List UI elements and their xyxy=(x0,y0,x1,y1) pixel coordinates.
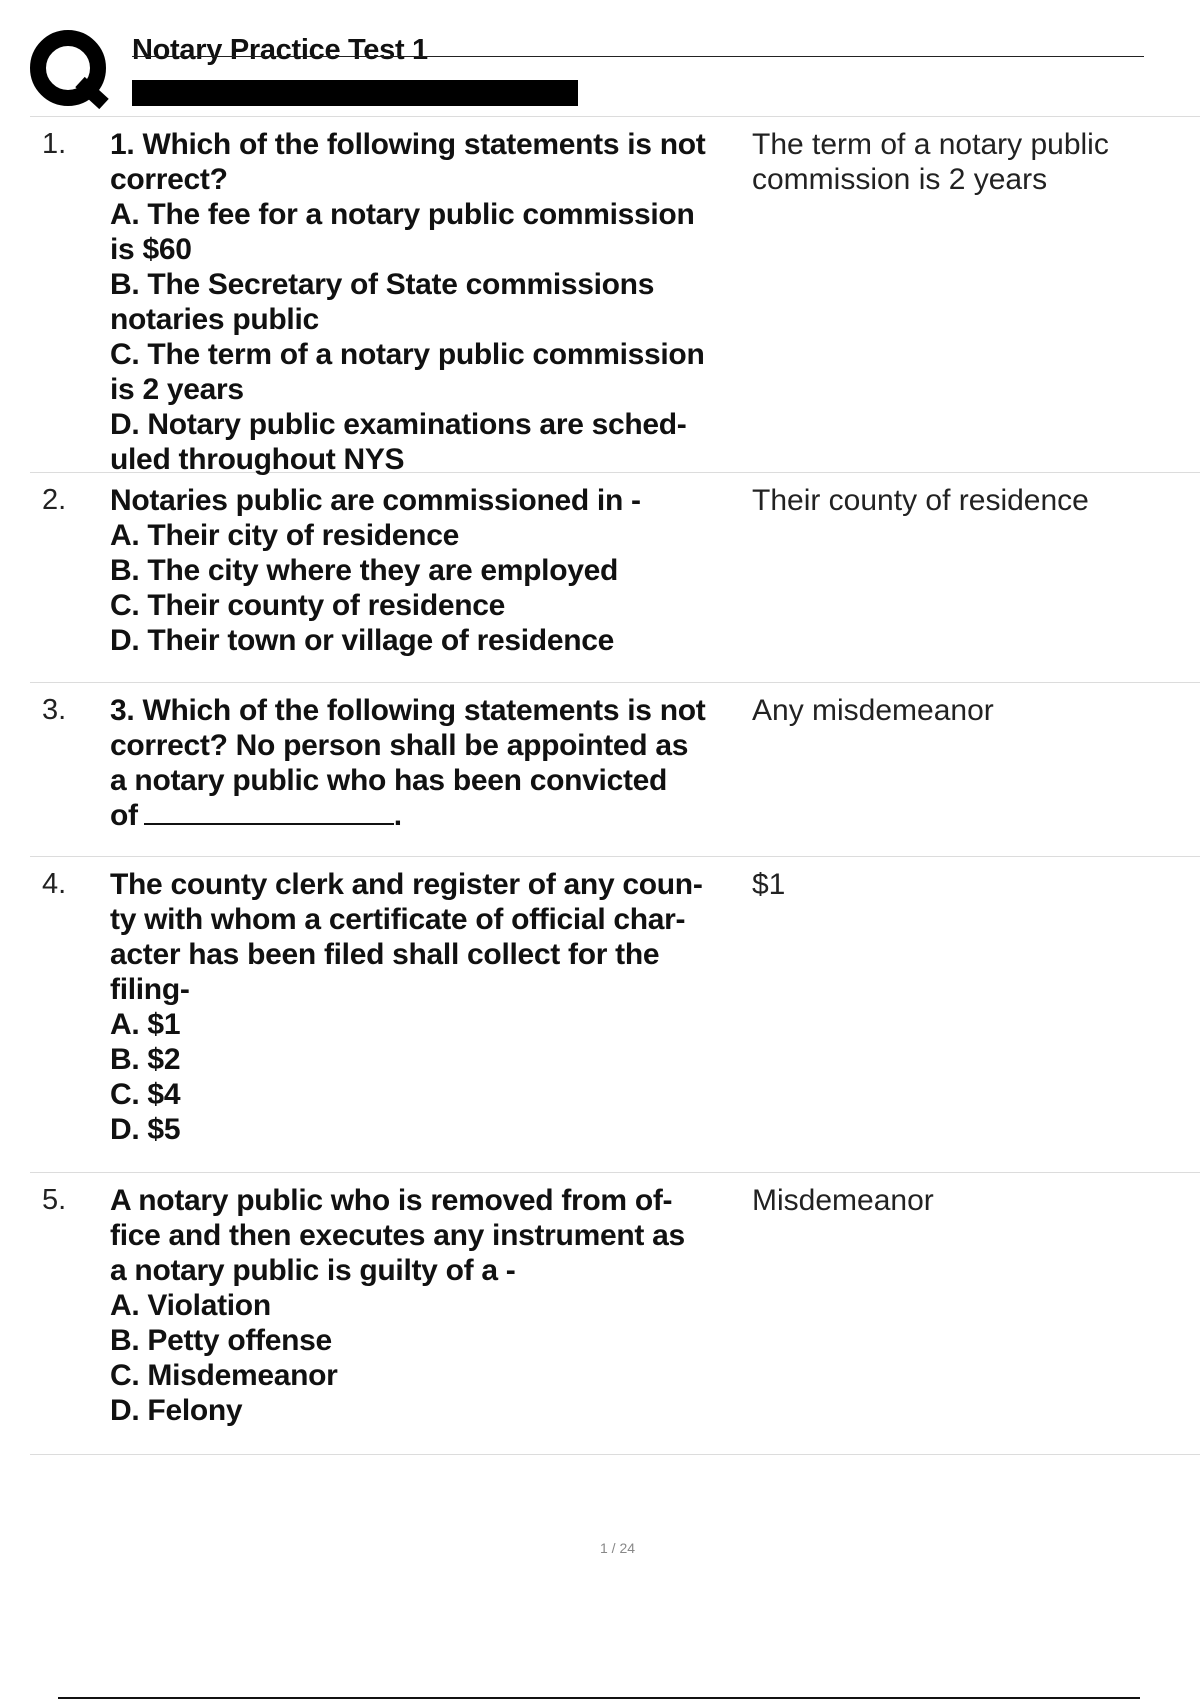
definition-line: Their county of residence xyxy=(752,484,1089,517)
definition-line: $1 xyxy=(752,868,786,901)
definition-line: The term of a notary public xyxy=(752,128,1109,161)
term-line: a notary public is guilty of a - xyxy=(110,1254,516,1287)
card-definition xyxy=(750,693,1200,856)
term-line: filing- xyxy=(110,973,190,1006)
term-line: A notary public who is removed from of- xyxy=(110,1184,673,1217)
card-definition xyxy=(750,127,1200,472)
term-line: correct? xyxy=(110,163,228,196)
term-line: correct? No person shall be appointed as xyxy=(110,729,689,762)
option-line: D. Felony xyxy=(110,1394,243,1427)
term-line: acter has been filed shall collect for the xyxy=(110,938,660,971)
card-term xyxy=(110,483,750,682)
fill-in-blank xyxy=(144,799,394,825)
card-term xyxy=(110,867,750,1172)
option-line: is $60 xyxy=(110,233,192,266)
option-line: A. $1 xyxy=(110,1008,181,1041)
option-line: A. Violation xyxy=(110,1289,271,1322)
option-line: uled throughout NYS xyxy=(110,443,405,476)
option-line: D. $5 xyxy=(110,1113,181,1146)
term-line: a notary public who has been convicted xyxy=(110,764,668,797)
term-line-with-blank xyxy=(110,798,750,833)
option-line: D. Their town or village of residence xyxy=(110,624,615,657)
page-header xyxy=(0,0,1200,118)
term-line: 3. Which of the following statements is not xyxy=(110,694,706,727)
card-number: 1. xyxy=(42,128,67,160)
term-line: The county clerk and register of any coun- xyxy=(110,868,703,901)
term-line: 1. Which of the following statements is not xyxy=(110,128,706,161)
flashcard-row xyxy=(30,683,1200,857)
option-line: A. The fee for a notary public commission xyxy=(110,198,695,231)
option-line: C. Misdemeanor xyxy=(110,1359,338,1392)
option-line: C. $4 xyxy=(110,1078,181,1111)
page-number: 1 / 24 xyxy=(599,1540,636,1556)
footer-rule xyxy=(58,1697,1140,1699)
card-number: 2. xyxy=(42,484,67,516)
option-line: B. Petty offense xyxy=(110,1324,332,1357)
term-line: of xyxy=(110,799,138,832)
definition-line: Any misdemeanor xyxy=(752,694,994,727)
option-line: C. The term of a notary public commission xyxy=(110,338,705,371)
term-suffix: . xyxy=(393,799,402,832)
option-line: C. Their county of residence xyxy=(110,589,506,622)
card-number: 4. xyxy=(42,868,67,900)
redaction-bar xyxy=(132,80,578,106)
option-line: notaries public xyxy=(110,303,319,336)
option-line: D. Notary public examinations are sched- xyxy=(110,408,687,441)
document-title: Notary Practice Test 1 xyxy=(132,34,428,66)
flashcard-row xyxy=(30,473,1200,683)
card-number: 5. xyxy=(42,1184,67,1216)
flashcard-list xyxy=(30,117,1200,1455)
flashcard-row xyxy=(30,117,1200,476)
card-definition xyxy=(750,867,1200,1172)
option-line: B. $2 xyxy=(110,1043,181,1076)
definition-line: Misdemeanor xyxy=(752,1184,934,1217)
card-number: 3. xyxy=(42,694,67,726)
definition-line: commission is 2 years xyxy=(752,163,1048,196)
option-line: A. Their city of residence xyxy=(110,519,459,552)
option-line: is 2 years xyxy=(110,373,244,406)
card-definition xyxy=(750,483,1200,682)
flashcard-row xyxy=(30,857,1200,1173)
quizlet-logo-icon xyxy=(30,30,110,110)
card-term xyxy=(110,1183,750,1454)
title-underline xyxy=(132,56,1144,57)
option-line: B. The Secretary of State commissions xyxy=(110,268,655,301)
term-line: fice and then executes any instrument as xyxy=(110,1219,685,1252)
card-definition xyxy=(750,1183,1200,1454)
card-term xyxy=(110,693,750,856)
flashcard-row xyxy=(30,1173,1200,1455)
card-term xyxy=(110,127,750,476)
option-line: B. The city where they are employed xyxy=(110,554,619,587)
term-line: ty with whom a certificate of official char- xyxy=(110,903,686,936)
term-line: Notaries public are commissioned in - xyxy=(110,484,641,517)
